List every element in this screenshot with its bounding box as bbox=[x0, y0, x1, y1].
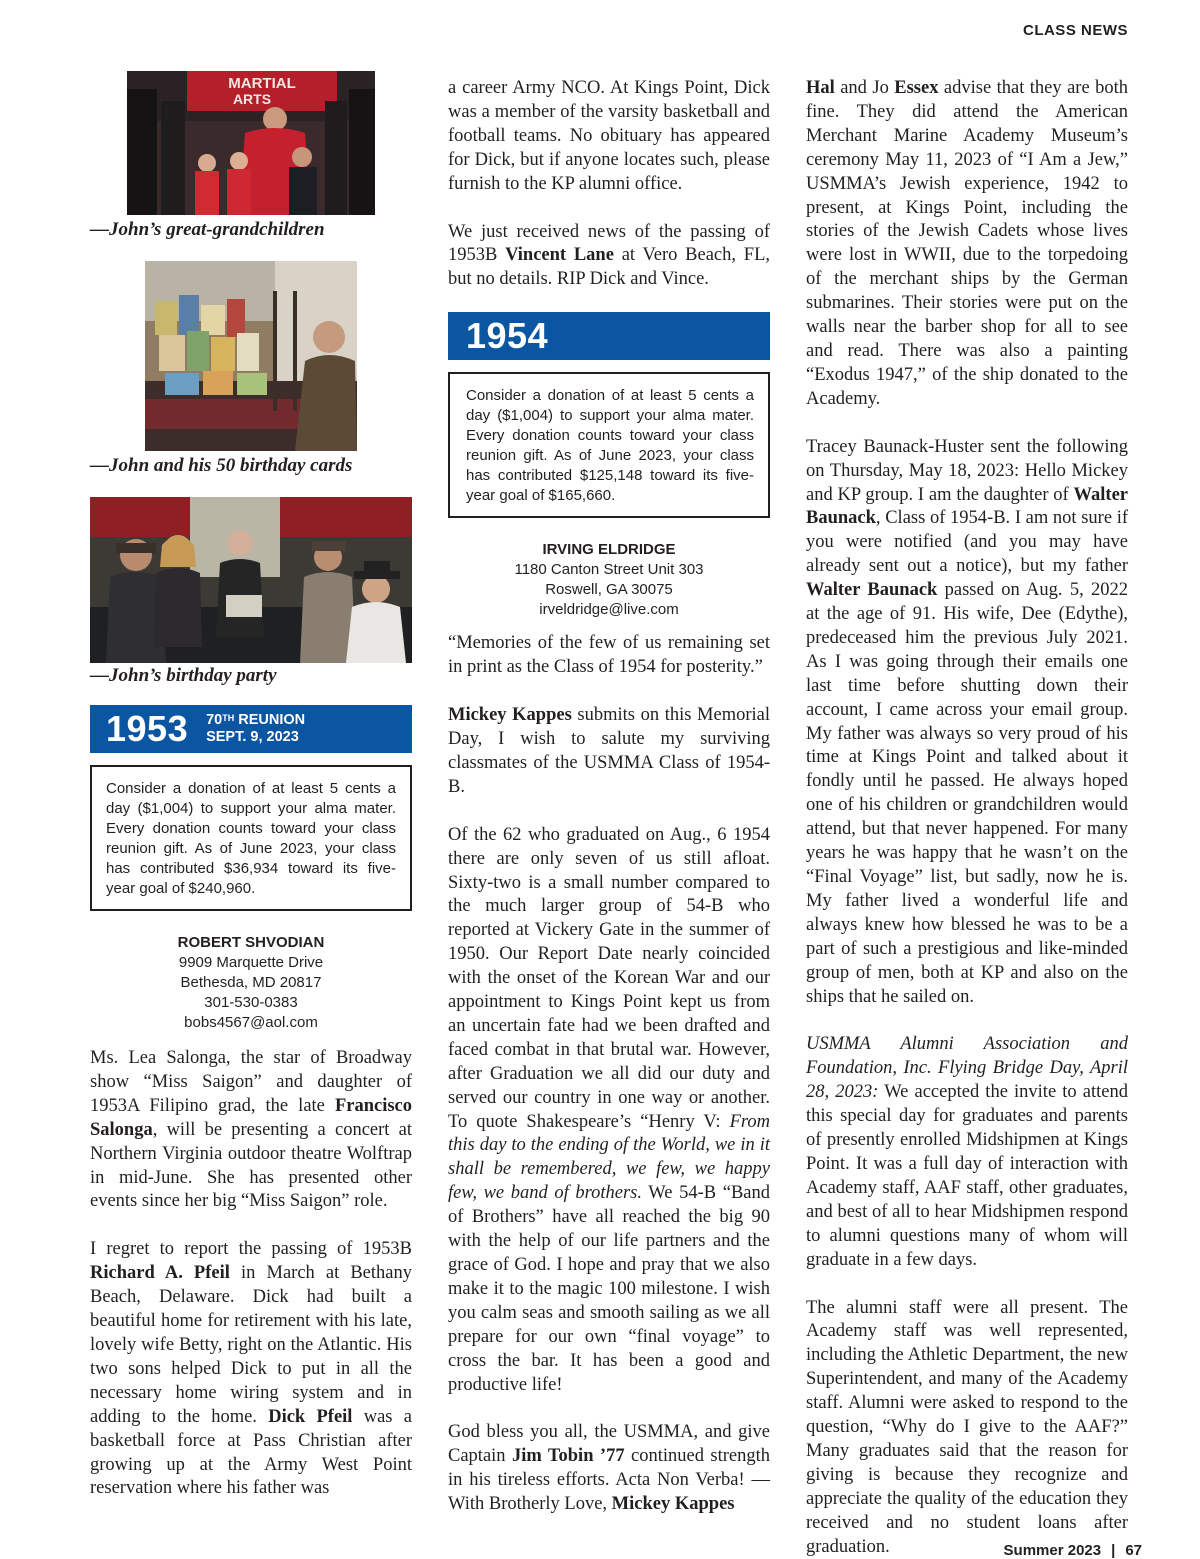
reunion-ordinal: 70 bbox=[206, 712, 222, 728]
paragraph-62-graduates bbox=[448, 824, 770, 1398]
secretary-name: ROBERT SHVODIAN bbox=[90, 933, 412, 953]
secretary-name: IRVING ELDRIDGE bbox=[448, 540, 770, 560]
column-3 bbox=[806, 77, 1128, 1559]
secretary-street: 1180 Canton Street Unit 303 bbox=[448, 560, 770, 580]
paragraph-lane bbox=[448, 221, 770, 293]
paragraph-memories: “Memories of the few of us remaining set in print as the Class of 1954 for posterity.” bbox=[448, 632, 770, 680]
sign-line-1: MARTIAL bbox=[228, 75, 296, 92]
caption-great-grandchildren: —John’s great-grandchildren bbox=[90, 219, 412, 241]
name-mickey-kappes: Mickey Kappes bbox=[448, 705, 572, 725]
text-run: , Class of 1954-B. I am not sure if you were notified (and you may have already sent out a notice), but my father bbox=[806, 508, 1128, 576]
text-run: I regret to report the passing of 1953B bbox=[90, 1239, 412, 1259]
issue-label: Summer 2023 bbox=[1004, 1542, 1102, 1559]
text-run: God bless you all, the USMMA, and give Captain bbox=[448, 1422, 770, 1466]
class-year-1953: 1953 bbox=[106, 708, 188, 750]
photo-birthday-party bbox=[90, 497, 412, 663]
class-secretary-1953 bbox=[90, 933, 412, 1033]
photo-birthday-cards bbox=[145, 261, 357, 451]
name-hal: Hal bbox=[806, 78, 835, 98]
text-run: Ms. Lea Salonga, the star of Broadway show “Miss Saigon” and daughter of 1953A Filipino grad, the late bbox=[90, 1048, 412, 1116]
reunion-suffix: TH bbox=[222, 713, 234, 723]
paragraph-pfeil-continued: a career Army NCO. At Kings Point, Dick was a member of the varsity basketball and football teams. No obituary has appeared for Dick, but if anyone locates such, please furnish to the KP alumni office. bbox=[448, 77, 770, 197]
name-essex: Essex bbox=[894, 78, 938, 98]
sign-line-2: ARTS bbox=[233, 91, 271, 107]
donation-box-1954 bbox=[448, 372, 770, 518]
section-header: CLASS NEWS bbox=[1023, 22, 1128, 39]
name-walter-baunack: Walter Baunack bbox=[806, 485, 1128, 529]
name-richard-pfeil: Richard A. Pfeil bbox=[90, 1263, 230, 1283]
reunion-word: REUNION bbox=[234, 712, 305, 728]
name-vincent-lane: Vincent Lane bbox=[505, 245, 614, 265]
martial-arts-photo bbox=[127, 71, 375, 215]
photo-great-grandchildren bbox=[127, 71, 375, 215]
class-1954-header bbox=[448, 312, 770, 360]
henry-v-quote: From this day to the ending of the World, we in it shall be remembered, we few, we happy few, we band of brothers. bbox=[448, 1112, 770, 1204]
class-1953-header bbox=[90, 705, 412, 753]
class-year-1954: 1954 bbox=[466, 315, 548, 357]
secretary-phone: 301-530-0383 bbox=[90, 993, 412, 1013]
text-run: We 54-B “Band of Brothers” have all reached the big 90 with the help of our life partners and the grace of God. I hope and pray that we also make it to the magic 100 milestone. I wish you calm seas and smooth sailing as we all prepare for our own “final voyage” to cross the bar. It has been a good and productive life! bbox=[448, 1183, 770, 1394]
reunion-date: SEPT. 9, 2023 bbox=[206, 729, 299, 745]
donation-text-1953: Consider a donation of at least 5 cents a day ($1,004) to support your alma mater. Every donation counts toward your class reunion gift. As of June 2023, your class has contributed $36,934 toward its five-year goal of $240,960. bbox=[106, 780, 396, 897]
paragraph-kappes bbox=[448, 704, 770, 800]
text-run: in March at Bethany Beach, Delaware. Dick had built a beautiful home for retirement with his late, lovely wife Betty, right on the Atlantic. His two sons helped Dick to put in all the necessary home wiring system and in adding to the home. bbox=[90, 1263, 412, 1426]
birthday-cards-photo bbox=[145, 261, 357, 451]
paragraph-flying-bridge bbox=[806, 1033, 1128, 1272]
donation-box-1953 bbox=[90, 765, 412, 911]
paragraph-tracey bbox=[806, 436, 1128, 1010]
name-walter-baunack-2: Walter Baunack bbox=[806, 580, 937, 600]
column-2 bbox=[448, 77, 770, 1517]
text-run: advise that they are both fine. They did attend the American Merchant Marine Academy Museum’s ceremony May 11, 2023 of “I Am a Jew,” USMMA’s Jewish experience, 1942 to present, at Kings Point, including the stories of the Jewish Cadets whose lives were lost in WWII, due to the torpedoing of the merchant ships by the German submarines. Their stories were put on the walls near the barber shop for all to see and read. There was also a painting “Exodus 1947,” of the ship donated to the Academy. bbox=[806, 78, 1128, 409]
name-mickey-kappes-sign: Mickey Kappes bbox=[612, 1494, 735, 1514]
paragraph-essex bbox=[806, 77, 1128, 412]
text-run: We accepted the invite to attend this special day for graduates and parents of presently enrolled Midshipmen at Kings Point. It was a full day of interaction with Academy staff, AAF staff, other graduates, and best of all to hear Midshipmen respond to alumni questions many of whom will graduate in a few days. bbox=[806, 1082, 1128, 1269]
reunion-info bbox=[206, 712, 305, 746]
caption-birthday-cards: —John and his 50 birthday cards bbox=[90, 455, 412, 477]
page-footer bbox=[1004, 1542, 1142, 1559]
paragraph-god-bless bbox=[448, 1421, 770, 1517]
paragraph-alumni-staff: The alumni staff were all present. The Academy staff was well represented, including the Athletic Department, the new Superintendent, and many of the Academy staff. Alumni were asked to respond to the question, “Why do I give to the AAF?” Many graduates said that the reason for giving is because they recognize and appreciate the quality of the education they received and no student loans after graduation. bbox=[806, 1297, 1128, 1559]
secretary-street: 9909 Marquette Drive bbox=[90, 953, 412, 973]
text-run: Of the 62 who graduated on Aug., 6 1954 there are only seven of us still afloat. Sixty-two is a small number compared to the much larger group of 54-B who reported at Vickery Gate in the summer of 1950. Our Report Date nearly coincided with the onset of the Korean War and our appointment to Kings Point kept us from an uncertain fate had we been drafted and faced combat in that brutal war. However, after Graduation we all did our duty and served our country in one way or another. To quote Shakespeare’s “Henry V: bbox=[448, 825, 770, 1132]
text-run: submits on this Memorial Day, I wish to salute my surviving classmates of the USMMA Class of 1954-B. bbox=[448, 705, 770, 797]
footer-separator: | bbox=[1111, 1542, 1115, 1559]
flying-bridge-title: USMMA Alumni Association and Foundation, Inc. Flying Bridge Day, April 28, 2023: bbox=[806, 1034, 1128, 1102]
paragraph-salonga bbox=[90, 1047, 412, 1214]
secretary-city: Roswell, GA 30075 bbox=[448, 580, 770, 600]
name-jim-tobin: Jim Tobin ’77 bbox=[512, 1446, 625, 1466]
name-dick-pfeil: Dick Pfeil bbox=[268, 1407, 352, 1427]
birthday-party-photo bbox=[90, 497, 412, 663]
page-number: 67 bbox=[1125, 1542, 1142, 1559]
class-secretary-1954 bbox=[448, 540, 770, 620]
paragraph-pfeil bbox=[90, 1238, 412, 1501]
text-run: Tracey Baunack-Huster sent the following on Thursday, May 18, 2023: Hello Mickey and KP group. I am the daughter of bbox=[806, 437, 1128, 505]
text-run: at Vero Beach, FL, but no details. RIP Dick and Vince. bbox=[448, 245, 770, 289]
secretary-city: Bethesda, MD 20817 bbox=[90, 973, 412, 993]
text-run: We just received news of the passing of 1953B bbox=[448, 222, 770, 266]
text-run: and Jo bbox=[835, 78, 894, 98]
caption-birthday-party: —John’s birthday party bbox=[90, 665, 412, 687]
text-run-continued: was a basketball force at Pass Christian after growing up at the Army West Point reservation where his father was bbox=[90, 1407, 412, 1499]
secretary-email[interactable]: bobs4567@aol.com bbox=[90, 1013, 412, 1033]
text-run: passed on Aug. 5, 2022 at the age of 91. His wife, Dee (Edythe), predeceased him the previous July 2021. As I was going through their emails one last time before shutting down their account, I came across your email group. My father was always so very proud of his time at Kings Point and talked about it fondly until he passed. He always hoped one of his children or grandchildren would attend, but that never happened. For many years he was happy that he wasn’t on the “Final Voyage” list, but sadly, now he is. My father lived a wonderful life and always knew how blessed he was to be a part of such a prestigious and like-minded group of men, both at KP and also on the ships that he sailed on. bbox=[806, 580, 1128, 1006]
column-1 bbox=[90, 76, 412, 1501]
donation-text-1954: Consider a donation of at least 5 cents a day ($1,004) to support your alma mater. Every donation counts toward your class reunion gift. As of June 2023, your class has contributed $125,148 toward its five-year goal of $165,660. bbox=[466, 387, 754, 504]
name-francisco-salonga: Francisco Salonga bbox=[90, 1096, 412, 1140]
text-run: continued strength in his tireless efforts. Acta Non Verba! —With Brotherly Love, bbox=[448, 1446, 770, 1514]
text-run: , will be presenting a concert at Northern Virginia outdoor theatre Wolftrap in mid-June. She has presented other events since her big “Miss Saigon” role. bbox=[90, 1120, 412, 1212]
secretary-email[interactable]: irveldridge@live.com bbox=[448, 600, 770, 620]
